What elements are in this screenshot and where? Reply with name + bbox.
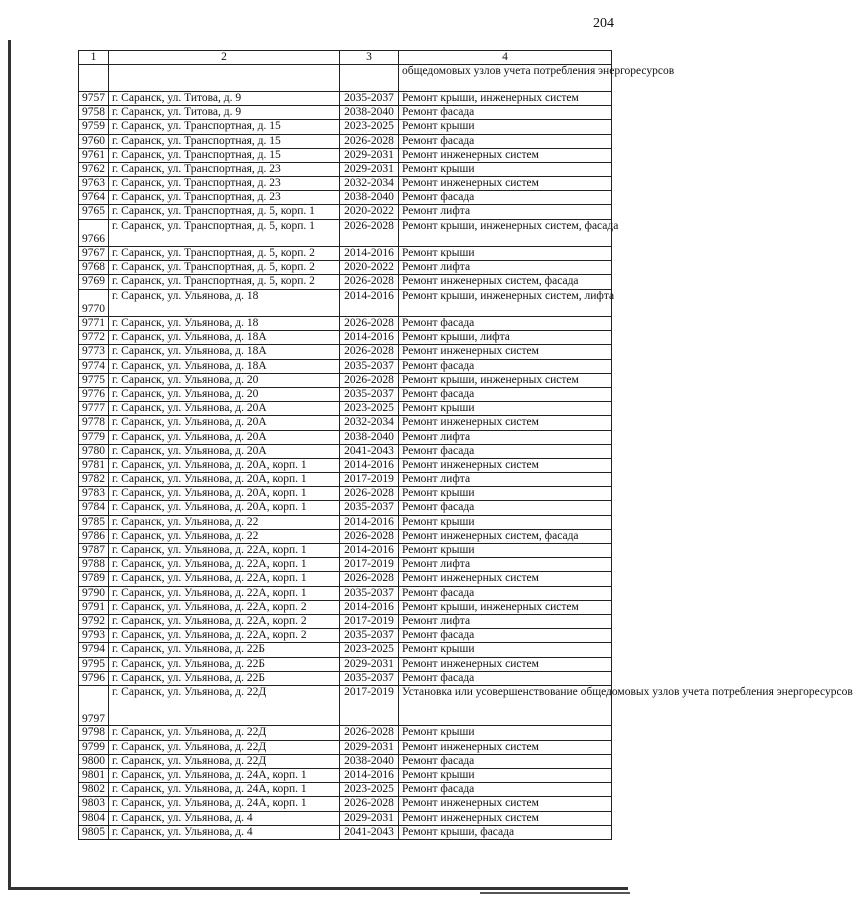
table-row	[79, 629, 612, 643]
table-row	[79, 811, 612, 825]
row-period: 2035-2037	[340, 359, 399, 373]
table-row	[79, 600, 612, 614]
table-row	[79, 487, 612, 501]
row-address: г. Саранск, ул. Ульянова, д. 22А, корп. 1	[109, 572, 340, 586]
row-address: г. Саранск, ул. Ульянова, д. 22Д	[109, 754, 340, 768]
row-period: 2014-2016	[340, 331, 399, 345]
table-row	[79, 740, 612, 754]
row-period: 2026-2028	[340, 219, 399, 246]
row-period: 2038-2040	[340, 754, 399, 768]
row-period: 2035-2037	[340, 671, 399, 685]
table-row	[79, 148, 612, 162]
scan-edge-bottom-mark	[480, 892, 630, 894]
row-period: 2017-2019	[340, 685, 399, 726]
row-number: 9767	[79, 247, 109, 261]
row-work-type: Ремонт лифта	[399, 473, 612, 487]
row-number: 9768	[79, 261, 109, 275]
row-number: 9799	[79, 740, 109, 754]
row-address: г. Саранск, ул. Ульянова, д. 22А, корп. 1	[109, 544, 340, 558]
row-period: 2029-2031	[340, 811, 399, 825]
row-period: 2032-2034	[340, 177, 399, 191]
row-address: г. Саранск, ул. Ульянова, д. 18А	[109, 359, 340, 373]
row-address: г. Саранск, ул. Ульянова, д. 22Б	[109, 643, 340, 657]
row-address: г. Саранск, ул. Ульянова, д. 22Д	[109, 740, 340, 754]
row-address: г. Саранск, ул. Транспортная, д. 5, корп. 2	[109, 261, 340, 275]
row-period: 2026-2028	[340, 275, 399, 289]
row-number: 9788	[79, 558, 109, 572]
row-number: 9764	[79, 191, 109, 205]
row-work-type: Ремонт крыши	[399, 769, 612, 783]
table-row	[79, 473, 612, 487]
header-col-4: 4	[399, 51, 612, 65]
row-number: 9761	[79, 148, 109, 162]
row-period: 2026-2028	[340, 572, 399, 586]
row-work-type: Ремонт крыши	[399, 515, 612, 529]
header-col-3: 3	[340, 51, 399, 65]
row-address: г. Саранск, ул. Ульянова, д. 22А, корп. 2	[109, 600, 340, 614]
row-number: 9760	[79, 134, 109, 148]
row-address: г. Саранск, ул. Титова, д. 9	[109, 106, 340, 120]
row-work-type: Ремонт крыши, инженерных систем, лифта	[399, 289, 612, 316]
row-address: г. Саранск, ул. Ульянова, д. 22А, корп. 1	[109, 586, 340, 600]
table-row	[79, 529, 612, 543]
row-number: 9805	[79, 825, 109, 839]
table-row	[79, 219, 612, 246]
scan-edge-bottom	[8, 887, 628, 890]
row-period: 2029-2031	[340, 148, 399, 162]
row-work-type: Ремонт инженерных систем	[399, 657, 612, 671]
table-row	[79, 106, 612, 120]
row-period: 2038-2040	[340, 191, 399, 205]
row-number: 9779	[79, 430, 109, 444]
row-period: 2023-2025	[340, 402, 399, 416]
row-work-type: Ремонт фасада	[399, 359, 612, 373]
row-period: 2035-2037	[340, 387, 399, 401]
table-row	[79, 64, 612, 91]
table-row	[79, 205, 612, 219]
row-number: 9796	[79, 671, 109, 685]
row-number: 9772	[79, 331, 109, 345]
row-period: 2017-2019	[340, 614, 399, 628]
header-col-2: 2	[109, 51, 340, 65]
table-row	[79, 331, 612, 345]
row-period: 2032-2034	[340, 416, 399, 430]
row-work-type: Ремонт крыши	[399, 643, 612, 657]
row-work-type: Ремонт фасада	[399, 671, 612, 685]
row-work-type: Ремонт фасада	[399, 106, 612, 120]
row-number: 9765	[79, 205, 109, 219]
row-work-type: Ремонт крыши	[399, 120, 612, 134]
row-address: г. Саранск, ул. Транспортная, д. 23	[109, 177, 340, 191]
row-work-type: Ремонт инженерных систем	[399, 345, 612, 359]
row-number: 9769	[79, 275, 109, 289]
row-number: 9791	[79, 600, 109, 614]
row-address: г. Саранск, ул. Ульянова, д. 20А, корп. 1	[109, 487, 340, 501]
row-number: 9794	[79, 643, 109, 657]
table-row	[79, 134, 612, 148]
table-row	[79, 657, 612, 671]
table-row	[79, 162, 612, 176]
row-period: 2014-2016	[340, 544, 399, 558]
row-address: г. Саранск, ул. Транспортная, д. 5, корп. 2	[109, 275, 340, 289]
row-address: г. Саранск, ул. Транспортная, д. 15	[109, 148, 340, 162]
row-work-type: Ремонт фасада	[399, 387, 612, 401]
row-period: 2014-2016	[340, 458, 399, 472]
row-number: 9801	[79, 769, 109, 783]
row-address: г. Саранск, ул. Ульянова, д. 20А	[109, 402, 340, 416]
table-row	[79, 754, 612, 768]
table-row	[79, 783, 612, 797]
row-address: г. Саранск, ул. Транспортная, д. 5, корп. 1	[109, 205, 340, 219]
table-header-row	[79, 51, 612, 65]
row-address: г. Саранск, ул. Ульянова, д. 18А	[109, 345, 340, 359]
table-row	[79, 444, 612, 458]
row-address: г. Саранск, ул. Ульянова, д. 18	[109, 289, 340, 316]
row-work-type: Ремонт фасада	[399, 586, 612, 600]
row-address: г. Саранск, ул. Ульянова, д. 22А, корп. 1	[109, 558, 340, 572]
row-period: 2014-2016	[340, 515, 399, 529]
row-address: г. Саранск, ул. Ульянова, д. 24А, корп. 1	[109, 797, 340, 811]
row-period: 2035-2037	[340, 629, 399, 643]
row-address: г. Саранск, ул. Ульянова, д. 22А, корп. 2	[109, 629, 340, 643]
row-period	[340, 64, 399, 91]
row-address	[109, 64, 340, 91]
row-period: 2020-2022	[340, 261, 399, 275]
row-address: г. Саранск, ул. Ульянова, д. 20А, корп. 1	[109, 501, 340, 515]
row-number: 9776	[79, 387, 109, 401]
row-number: 9789	[79, 572, 109, 586]
row-number: 9777	[79, 402, 109, 416]
row-number: 9762	[79, 162, 109, 176]
row-period: 2038-2040	[340, 106, 399, 120]
row-number: 9766	[79, 219, 109, 246]
table-row	[79, 416, 612, 430]
row-period: 2026-2028	[340, 345, 399, 359]
row-work-type: Ремонт фасада	[399, 317, 612, 331]
row-number: 9803	[79, 797, 109, 811]
row-period: 2026-2028	[340, 529, 399, 543]
row-work-type: Ремонт крыши, инженерных систем, фасада	[399, 219, 612, 246]
row-number: 9758	[79, 106, 109, 120]
row-work-type: Ремонт крыши, фасада	[399, 825, 612, 839]
row-number: 9790	[79, 586, 109, 600]
table-row	[79, 191, 612, 205]
row-period: 2017-2019	[340, 473, 399, 487]
row-number: 9797	[79, 685, 109, 726]
row-work-type: Ремонт инженерных систем	[399, 572, 612, 586]
row-period: 2017-2019	[340, 558, 399, 572]
table-row	[79, 387, 612, 401]
table-row	[79, 120, 612, 134]
row-work-type: Ремонт фасада	[399, 754, 612, 768]
row-period: 2020-2022	[340, 205, 399, 219]
table-row	[79, 558, 612, 572]
row-work-type: Ремонт лифта	[399, 614, 612, 628]
row-address: г. Саранск, ул. Ульянова, д. 18А	[109, 331, 340, 345]
table-row	[79, 614, 612, 628]
row-number: 9775	[79, 373, 109, 387]
row-address: г. Саранск, ул. Титова, д. 9	[109, 91, 340, 105]
header-col-1: 1	[79, 51, 109, 65]
row-number: 9782	[79, 473, 109, 487]
table-row	[79, 769, 612, 783]
row-address: г. Саранск, ул. Ульянова, д. 24А, корп. 1	[109, 769, 340, 783]
row-number: 9798	[79, 726, 109, 740]
row-work-type: Ремонт крыши, инженерных систем	[399, 91, 612, 105]
row-address: г. Саранск, ул. Ульянова, д. 18	[109, 317, 340, 331]
row-period: 2026-2028	[340, 726, 399, 740]
row-address: г. Саранск, ул. Ульянова, д. 20А, корп. 1	[109, 473, 340, 487]
row-work-type: Ремонт инженерных систем	[399, 811, 612, 825]
row-address: г. Саранск, ул. Ульянова, д. 20	[109, 373, 340, 387]
row-work-type: Ремонт фасада	[399, 191, 612, 205]
row-address: г. Саранск, ул. Ульянова, д. 20А	[109, 416, 340, 430]
capital-repair-table	[78, 50, 853, 840]
row-period: 2035-2037	[340, 586, 399, 600]
row-period: 2023-2025	[340, 643, 399, 657]
row-period: 2041-2043	[340, 444, 399, 458]
row-work-type: Ремонт фасада	[399, 501, 612, 515]
row-work-type: Ремонт лифта	[399, 430, 612, 444]
row-work-type: Ремонт крыши	[399, 726, 612, 740]
table-row	[79, 177, 612, 191]
table-row	[79, 825, 612, 839]
row-work-type: Ремонт крыши	[399, 162, 612, 176]
row-number: 9774	[79, 359, 109, 373]
row-period: 2014-2016	[340, 600, 399, 614]
table-row	[79, 289, 612, 316]
row-period: 2026-2028	[340, 317, 399, 331]
table-row	[79, 643, 612, 657]
row-address: г. Саранск, ул. Ульянова, д. 22Д	[109, 685, 340, 726]
row-number: 9785	[79, 515, 109, 529]
row-work-type: Ремонт фасада	[399, 629, 612, 643]
row-address: г. Саранск, ул. Транспортная, д. 5, корп. 1	[109, 219, 340, 246]
table-row	[79, 261, 612, 275]
table-row	[79, 515, 612, 529]
row-period: 2029-2031	[340, 740, 399, 754]
row-period: 2026-2028	[340, 134, 399, 148]
row-period: 2029-2031	[340, 657, 399, 671]
row-number: 9773	[79, 345, 109, 359]
row-number: 9778	[79, 416, 109, 430]
row-work-type: Ремонт лифта	[399, 261, 612, 275]
row-work-type: Ремонт крыши	[399, 247, 612, 261]
table-row	[79, 275, 612, 289]
row-number: 9792	[79, 614, 109, 628]
row-number: 9787	[79, 544, 109, 558]
table-row	[79, 726, 612, 740]
row-number: 9802	[79, 783, 109, 797]
row-work-type: Ремонт лифта	[399, 558, 612, 572]
table-row	[79, 430, 612, 444]
row-period: 2023-2025	[340, 783, 399, 797]
row-work-type: Ремонт фасада	[399, 783, 612, 797]
row-number: 9804	[79, 811, 109, 825]
row-number	[79, 64, 109, 91]
row-work-type: Ремонт крыши	[399, 544, 612, 558]
table-row	[79, 373, 612, 387]
row-period: 2035-2037	[340, 501, 399, 515]
row-address: г. Саранск, ул. Транспортная, д. 15	[109, 134, 340, 148]
row-work-type: Ремонт инженерных систем	[399, 416, 612, 430]
table-row	[79, 586, 612, 600]
row-period: 2038-2040	[340, 430, 399, 444]
row-number: 9793	[79, 629, 109, 643]
row-number: 9800	[79, 754, 109, 768]
table-row	[79, 458, 612, 472]
table-row	[79, 797, 612, 811]
table-row	[79, 671, 612, 685]
row-address: г. Саранск, ул. Транспортная, д. 23	[109, 162, 340, 176]
row-work-type: Ремонт крыши, инженерных систем	[399, 600, 612, 614]
table-row	[79, 572, 612, 586]
row-address: г. Саранск, ул. Транспортная, д. 15	[109, 120, 340, 134]
row-work-type: Ремонт инженерных систем, фасада	[399, 529, 612, 543]
scan-edge-left	[8, 40, 11, 890]
row-work-type: Ремонт крыши	[399, 487, 612, 501]
row-work-type: Ремонт крыши, лифта	[399, 331, 612, 345]
row-work-type: Ремонт инженерных систем	[399, 148, 612, 162]
row-address: г. Саранск, ул. Ульянова, д. 4	[109, 811, 340, 825]
row-address: г. Саранск, ул. Ульянова, д. 20А	[109, 444, 340, 458]
table-row	[79, 247, 612, 261]
row-work-type: Ремонт инженерных систем	[399, 797, 612, 811]
table-row	[79, 91, 612, 105]
row-number: 9786	[79, 529, 109, 543]
row-period: 2035-2037	[340, 91, 399, 105]
row-number: 9795	[79, 657, 109, 671]
row-work-type: Ремонт инженерных систем, фасада	[399, 275, 612, 289]
table-row	[79, 501, 612, 515]
row-period: 2014-2016	[340, 769, 399, 783]
row-address: г. Саранск, ул. Транспортная, д. 5, корп. 2	[109, 247, 340, 261]
row-number: 9780	[79, 444, 109, 458]
row-address: г. Саранск, ул. Ульянова, д. 22	[109, 515, 340, 529]
row-number: 9759	[79, 120, 109, 134]
row-address: г. Саранск, ул. Ульянова, д. 22Д	[109, 726, 340, 740]
row-period: 2026-2028	[340, 797, 399, 811]
row-period: 2029-2031	[340, 162, 399, 176]
row-number: 9771	[79, 317, 109, 331]
table-row	[79, 544, 612, 558]
row-number: 9757	[79, 91, 109, 105]
row-number: 9781	[79, 458, 109, 472]
row-period: 2014-2016	[340, 247, 399, 261]
row-address: г. Саранск, ул. Ульянова, д. 22	[109, 529, 340, 543]
row-address: г. Саранск, ул. Ульянова, д. 22А, корп. 2	[109, 614, 340, 628]
table-row	[79, 359, 612, 373]
row-address: г. Саранск, ул. Ульянова, д. 4	[109, 825, 340, 839]
row-work-type: Ремонт инженерных систем	[399, 458, 612, 472]
page-number: 204	[593, 16, 614, 31]
row-work-type: Ремонт крыши	[399, 402, 612, 416]
row-number: 9783	[79, 487, 109, 501]
table-row	[79, 402, 612, 416]
row-address: г. Саранск, ул. Ульянова, д. 22Б	[109, 671, 340, 685]
row-number: 9784	[79, 501, 109, 515]
row-address: г. Саранск, ул. Транспортная, д. 23	[109, 191, 340, 205]
row-work-type: общедомовых узлов учета потребления энергоресурсов	[399, 64, 612, 91]
row-work-type: Ремонт крыши, инженерных систем	[399, 373, 612, 387]
row-address: г. Саранск, ул. Ульянова, д. 20А, корп. 1	[109, 458, 340, 472]
row-period: 2026-2028	[340, 487, 399, 501]
row-address: г. Саранск, ул. Ульянова, д. 22Б	[109, 657, 340, 671]
row-number: 9763	[79, 177, 109, 191]
row-address: г. Саранск, ул. Ульянова, д. 20А	[109, 430, 340, 444]
row-address: г. Саранск, ул. Ульянова, д. 20	[109, 387, 340, 401]
row-work-type: Ремонт лифта	[399, 205, 612, 219]
row-work-type: Ремонт фасада	[399, 134, 612, 148]
table-row	[79, 317, 612, 331]
row-period: 2026-2028	[340, 373, 399, 387]
table-row	[79, 685, 612, 726]
row-period: 2041-2043	[340, 825, 399, 839]
row-work-type: Установка или усовершенствование общедомовых узлов учета потребления энергоресурсов	[399, 685, 612, 726]
table-row	[79, 345, 612, 359]
row-period: 2023-2025	[340, 120, 399, 134]
row-address: г. Саранск, ул. Ульянова, д. 24А, корп. 1	[109, 783, 340, 797]
row-work-type: Ремонт инженерных систем	[399, 740, 612, 754]
row-work-type: Ремонт инженерных систем	[399, 177, 612, 191]
row-period: 2014-2016	[340, 289, 399, 316]
row-work-type: Ремонт фасада	[399, 444, 612, 458]
row-number: 9770	[79, 289, 109, 316]
